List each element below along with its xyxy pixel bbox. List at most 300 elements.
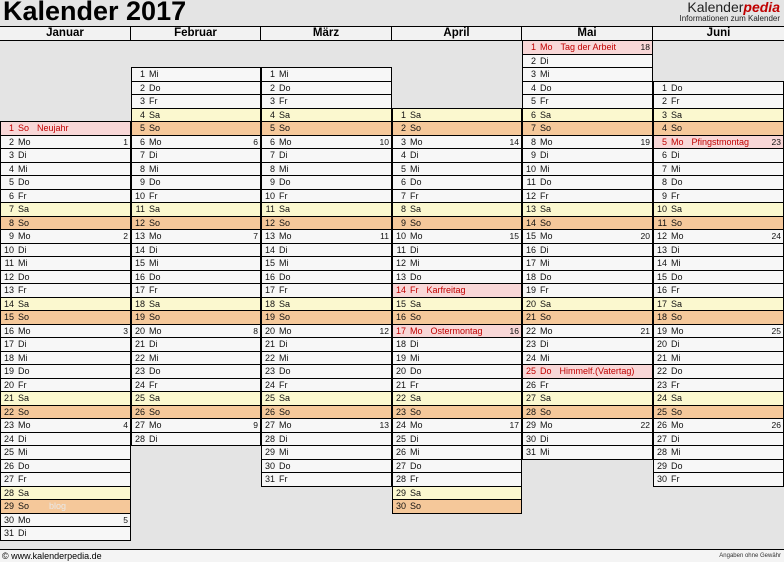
day-cell[interactable] (522, 109, 653, 123)
day-cell[interactable] (392, 203, 522, 217)
weekday-label: Mi (18, 447, 28, 457)
day-cell[interactable] (653, 365, 784, 379)
weekday-label: Mi (540, 352, 550, 363)
day-cell[interactable] (0, 298, 131, 312)
day-cell[interactable] (0, 311, 131, 325)
month-header-märz: März (261, 27, 392, 41)
day-number: 13 (395, 271, 406, 282)
day-cell[interactable] (392, 419, 522, 433)
day-number: 3 (400, 136, 406, 147)
day-cell[interactable] (0, 352, 131, 366)
day-cell[interactable] (522, 392, 653, 406)
day-cell[interactable] (392, 473, 522, 487)
day-cell[interactable] (653, 406, 784, 420)
day-cell[interactable] (522, 55, 653, 69)
weekday-label: Mo (671, 136, 684, 147)
day-number: 18 (3, 352, 14, 363)
day-cell[interactable] (392, 352, 522, 366)
day-cell[interactable] (653, 81, 784, 96)
holiday-label: Tag der Arbeit (560, 42, 617, 52)
day-cell[interactable] (261, 419, 392, 433)
day-cell[interactable] (131, 284, 261, 298)
day-cell[interactable] (522, 379, 653, 393)
weekday-label: Sa (279, 393, 291, 403)
day-number: 6 (661, 150, 667, 160)
weekday-label: Di (671, 433, 680, 444)
day-cell[interactable] (131, 338, 261, 352)
day-number: 8 (661, 177, 667, 187)
day-cell[interactable] (261, 298, 392, 312)
weekday-label: Mi (410, 447, 420, 457)
weekday-label: Fr (671, 285, 680, 295)
day-cell[interactable] (0, 271, 131, 285)
day-cell[interactable] (0, 121, 131, 136)
day-number: 19 (264, 312, 275, 322)
day-cell[interactable] (392, 298, 522, 312)
day-cell[interactable] (0, 446, 131, 460)
day-cell[interactable] (261, 257, 392, 271)
day-cell[interactable] (0, 163, 131, 177)
day-number: 5 (661, 136, 667, 147)
day-number: 14 (264, 244, 275, 255)
day-cell[interactable] (653, 95, 784, 109)
day-cell[interactable] (131, 392, 261, 406)
day-number: 4 (400, 150, 406, 160)
weekday-label: So (18, 123, 30, 133)
weekday-label: Mo (410, 325, 423, 336)
day-number: 31 (3, 528, 14, 538)
day-cell[interactable] (0, 500, 131, 514)
day-cell[interactable] (392, 406, 522, 420)
day-cell[interactable] (392, 244, 522, 258)
day-cell[interactable] (261, 406, 392, 420)
day-cell[interactable] (0, 406, 131, 420)
day-cell[interactable] (653, 352, 784, 366)
weekday-label: Fr (410, 285, 419, 295)
day-number: 9 (269, 177, 275, 187)
day-cell[interactable] (392, 433, 522, 447)
day-cell[interactable] (131, 257, 261, 271)
weekday-label: Sa (18, 298, 30, 309)
weekday-label: Fr (671, 190, 680, 201)
day-cell[interactable] (261, 271, 392, 285)
day-cell[interactable] (653, 311, 784, 325)
day-cell[interactable] (131, 352, 261, 366)
day-number: 27 (3, 474, 14, 484)
day-cell[interactable] (0, 338, 131, 352)
weekday-label: So (149, 312, 161, 322)
day-cell[interactable] (653, 149, 784, 163)
day-cell[interactable] (522, 95, 653, 109)
day-number: 28 (3, 487, 14, 498)
day-cell[interactable] (653, 230, 784, 244)
day-cell[interactable] (261, 95, 392, 109)
day-cell[interactable] (131, 433, 261, 447)
weekday-label: Sa (540, 109, 552, 120)
day-cell[interactable] (131, 230, 261, 244)
day-cell[interactable] (131, 298, 261, 312)
day-number: 25 (395, 433, 406, 444)
day-cell[interactable] (392, 338, 522, 352)
day-cell[interactable] (0, 487, 131, 501)
day-cell[interactable] (0, 433, 131, 447)
weekday-label: Mi (18, 258, 28, 268)
weekday-label: Fr (279, 379, 288, 390)
weekday-label: Mo (671, 420, 684, 430)
day-cell[interactable] (653, 433, 784, 447)
day-cell[interactable] (0, 244, 131, 258)
day-cell[interactable] (0, 419, 131, 433)
weekday-label: Mo (671, 231, 684, 241)
day-cell[interactable] (522, 82, 653, 96)
day-cell[interactable] (0, 325, 131, 339)
day-number: 16 (134, 271, 145, 282)
day-number: 7 (8, 204, 14, 214)
day-number: 1 (8, 123, 14, 133)
day-number: 17 (264, 285, 275, 295)
day-cell[interactable] (522, 230, 653, 244)
day-cell[interactable] (261, 284, 392, 298)
day-cell[interactable] (0, 217, 131, 231)
day-cell[interactable] (0, 379, 131, 393)
day-cell[interactable] (392, 487, 522, 501)
day-cell[interactable] (131, 95, 261, 109)
day-cell[interactable] (0, 203, 131, 217)
week-number: 10 (379, 136, 389, 147)
day-number: 22 (525, 325, 536, 336)
day-cell[interactable] (131, 325, 261, 339)
day-cell[interactable] (0, 176, 131, 190)
day-cell[interactable] (522, 203, 653, 217)
day-cell[interactable] (522, 271, 653, 285)
day-cell[interactable] (522, 446, 653, 460)
day-number: 3 (530, 69, 536, 79)
week-number: 2 (123, 231, 128, 241)
day-cell[interactable] (653, 271, 784, 285)
day-cell[interactable] (392, 365, 522, 379)
day-cell[interactable] (392, 325, 522, 339)
week-number: 19 (640, 136, 650, 147)
day-number: 11 (265, 204, 275, 214)
day-cell[interactable] (261, 446, 392, 460)
day-number: 17 (134, 285, 145, 295)
day-cell[interactable] (261, 176, 392, 190)
weekday-label: Fr (149, 285, 158, 295)
day-cell[interactable] (131, 149, 261, 163)
day-number: 8 (400, 204, 406, 214)
day-cell[interactable] (0, 257, 131, 271)
weekday-label: Di (18, 150, 27, 160)
day-number: 25 (264, 393, 275, 403)
weekday-label: Mo (18, 231, 31, 241)
weekday-label: Do (671, 82, 683, 93)
day-cell[interactable] (392, 230, 522, 244)
day-cell[interactable] (392, 392, 522, 406)
day-cell[interactable] (261, 244, 392, 258)
day-cell[interactable] (0, 284, 131, 298)
weekday-label: Fr (410, 190, 419, 201)
weekday-label: Di (18, 244, 27, 255)
day-number: 20 (264, 325, 275, 336)
day-cell[interactable] (392, 136, 522, 150)
day-cell[interactable] (0, 527, 131, 541)
day-cell[interactable] (653, 338, 784, 352)
week-number: 12 (379, 325, 389, 336)
day-cell[interactable] (261, 203, 392, 217)
weekday-label: Di (540, 150, 549, 160)
day-cell[interactable] (522, 433, 653, 447)
day-cell[interactable] (392, 190, 522, 204)
day-cell[interactable] (653, 176, 784, 190)
day-cell[interactable] (261, 460, 392, 474)
day-number: 1 (269, 69, 275, 79)
weekday-label: So (671, 123, 683, 133)
weekday-label: Do (540, 177, 552, 187)
day-cell[interactable] (261, 149, 392, 163)
day-cell[interactable] (522, 136, 653, 150)
day-number: 18 (525, 271, 536, 282)
day-cell[interactable] (0, 460, 131, 474)
weekday-label: Do (279, 460, 291, 471)
day-cell[interactable] (653, 217, 784, 231)
day-number: 14 (525, 217, 536, 228)
day-cell[interactable] (261, 82, 392, 96)
weekday-label: Sa (149, 109, 161, 120)
weekday-label: Do (18, 460, 30, 471)
day-cell[interactable] (653, 109, 784, 123)
day-cell[interactable] (653, 122, 784, 136)
day-cell[interactable] (653, 203, 784, 217)
weekday-label: Di (18, 339, 27, 349)
day-cell[interactable] (261, 109, 392, 123)
day-cell[interactable] (131, 203, 261, 217)
weekday-label: Mo (540, 420, 553, 430)
day-cell[interactable] (261, 352, 392, 366)
day-cell[interactable] (653, 473, 784, 487)
day-cell[interactable] (131, 244, 261, 258)
day-cell[interactable] (261, 190, 392, 204)
day-cell[interactable] (392, 108, 522, 123)
day-cell[interactable] (261, 338, 392, 352)
day-cell[interactable] (0, 514, 131, 528)
day-cell[interactable] (522, 163, 653, 177)
day-cell[interactable] (392, 500, 522, 514)
day-cell[interactable] (261, 217, 392, 231)
day-cell[interactable] (131, 379, 261, 393)
day-cell[interactable] (131, 136, 261, 150)
weekday-label: Sa (149, 298, 161, 309)
day-cell[interactable] (131, 419, 261, 433)
weekday-label: Fr (18, 190, 27, 201)
day-number: 26 (395, 447, 406, 457)
day-cell[interactable] (131, 67, 261, 82)
day-cell[interactable] (522, 190, 653, 204)
holiday-label: Neujahr (37, 123, 69, 133)
day-number: 16 (264, 271, 275, 282)
day-cell[interactable] (653, 163, 784, 177)
day-number: 19 (656, 325, 667, 336)
day-cell[interactable] (653, 446, 784, 460)
day-cell[interactable] (392, 122, 522, 136)
day-cell[interactable] (261, 433, 392, 447)
weekday-label: Mi (279, 69, 289, 79)
day-cell[interactable] (131, 406, 261, 420)
day-number: 4 (661, 123, 667, 133)
day-cell[interactable] (392, 163, 522, 177)
day-cell[interactable] (522, 325, 653, 339)
day-cell[interactable] (653, 460, 784, 474)
day-cell[interactable] (653, 284, 784, 298)
day-number: 16 (656, 285, 667, 295)
day-cell[interactable] (653, 298, 784, 312)
day-cell[interactable] (392, 311, 522, 325)
weekday-label: Do (18, 271, 30, 282)
day-number: 23 (3, 420, 14, 430)
day-number: 12 (395, 258, 406, 268)
day-cell[interactable] (392, 271, 522, 285)
day-cell[interactable] (522, 352, 653, 366)
weekday-label: Di (410, 244, 419, 255)
weekday-label: So (540, 123, 552, 133)
day-cell[interactable] (653, 419, 784, 433)
day-number: 18 (264, 298, 275, 309)
day-cell[interactable] (392, 149, 522, 163)
day-cell[interactable] (0, 230, 131, 244)
day-number: 20 (525, 298, 536, 309)
weekday-label: So (540, 217, 552, 228)
day-cell[interactable] (131, 163, 261, 177)
day-number: 26 (656, 420, 667, 430)
day-cell[interactable] (261, 379, 392, 393)
day-cell[interactable] (392, 379, 522, 393)
day-number: 12 (3, 271, 14, 282)
day-number: 26 (264, 406, 275, 417)
day-cell[interactable] (261, 392, 392, 406)
day-number: 9 (530, 150, 536, 160)
day-cell[interactable] (131, 365, 261, 379)
day-number: 21 (525, 312, 536, 322)
day-number: 4 (8, 163, 14, 174)
day-cell[interactable] (0, 473, 131, 487)
day-cell[interactable] (653, 136, 784, 150)
day-cell[interactable] (392, 257, 522, 271)
day-number: 9 (400, 217, 406, 228)
day-cell[interactable] (653, 190, 784, 204)
day-cell[interactable] (653, 325, 784, 339)
day-cell[interactable] (392, 284, 522, 298)
day-cell[interactable] (522, 257, 653, 271)
day-cell[interactable] (261, 365, 392, 379)
day-cell[interactable] (522, 176, 653, 190)
day-cell[interactable] (522, 40, 653, 55)
day-cell[interactable] (653, 392, 784, 406)
day-cell[interactable] (261, 473, 392, 487)
day-cell[interactable] (522, 365, 653, 379)
month-header-mai: Mai (522, 27, 653, 41)
day-cell[interactable] (261, 311, 392, 325)
day-number: 2 (269, 82, 275, 93)
day-cell[interactable] (522, 149, 653, 163)
day-cell[interactable] (522, 284, 653, 298)
day-cell[interactable] (522, 311, 653, 325)
day-cell[interactable] (522, 244, 653, 258)
week-number: 26 (771, 420, 781, 430)
day-cell[interactable] (131, 271, 261, 285)
day-cell[interactable] (0, 136, 131, 150)
day-cell[interactable] (131, 109, 261, 123)
weekday-label: Do (410, 177, 422, 187)
weekday-label: Fr (540, 285, 549, 295)
day-cell[interactable] (261, 325, 392, 339)
day-cell[interactable] (131, 217, 261, 231)
day-cell[interactable] (392, 217, 522, 231)
weekday-label: Di (279, 244, 288, 255)
week-number: 13 (379, 420, 389, 430)
day-cell[interactable] (522, 419, 653, 433)
weekday-label: Mi (279, 447, 289, 457)
day-cell[interactable] (0, 365, 131, 379)
day-cell[interactable] (392, 446, 522, 460)
day-cell[interactable] (261, 230, 392, 244)
day-number: 13 (525, 204, 536, 214)
day-cell[interactable] (261, 136, 392, 150)
day-cell[interactable] (261, 163, 392, 177)
day-number: 9 (661, 190, 667, 201)
week-number: 9 (253, 420, 258, 430)
weekday-label: Mo (279, 136, 292, 147)
day-cell[interactable] (522, 338, 653, 352)
day-cell[interactable] (522, 122, 653, 136)
day-cell[interactable] (653, 379, 784, 393)
day-cell[interactable] (0, 190, 131, 204)
day-cell[interactable] (131, 176, 261, 190)
day-cell[interactable] (392, 176, 522, 190)
day-number: 28 (525, 406, 536, 417)
weekday-label: Mi (18, 163, 28, 174)
weekday-label: Di (540, 339, 549, 349)
day-cell[interactable] (522, 217, 653, 231)
weekday-label: Di (540, 433, 549, 444)
day-cell[interactable] (261, 122, 392, 136)
weekday-label: Di (149, 433, 158, 444)
weekday-label: So (410, 406, 422, 417)
day-cell[interactable] (131, 82, 261, 96)
day-cell[interactable] (522, 68, 653, 82)
weekday-label: Sa (410, 298, 422, 309)
day-cell[interactable] (0, 392, 131, 406)
weekday-label: Di (279, 433, 288, 444)
day-cell[interactable] (131, 122, 261, 136)
day-number: 3 (661, 109, 667, 120)
day-cell[interactable] (522, 406, 653, 420)
day-cell[interactable] (0, 149, 131, 163)
day-number: 28 (656, 447, 667, 457)
weekday-label: Di (410, 150, 419, 160)
day-cell[interactable] (131, 311, 261, 325)
day-number: 5 (269, 123, 275, 133)
day-cell[interactable] (261, 67, 392, 82)
day-number: 7 (530, 123, 536, 133)
day-number: 7 (661, 163, 667, 174)
day-cell[interactable] (392, 460, 522, 474)
day-cell[interactable] (653, 257, 784, 271)
day-cell[interactable] (522, 298, 653, 312)
weekday-label: Fr (540, 379, 549, 390)
day-number: 15 (134, 258, 145, 268)
weekday-label: Di (149, 244, 158, 255)
day-cell[interactable] (131, 190, 261, 204)
day-cell[interactable] (653, 244, 784, 258)
